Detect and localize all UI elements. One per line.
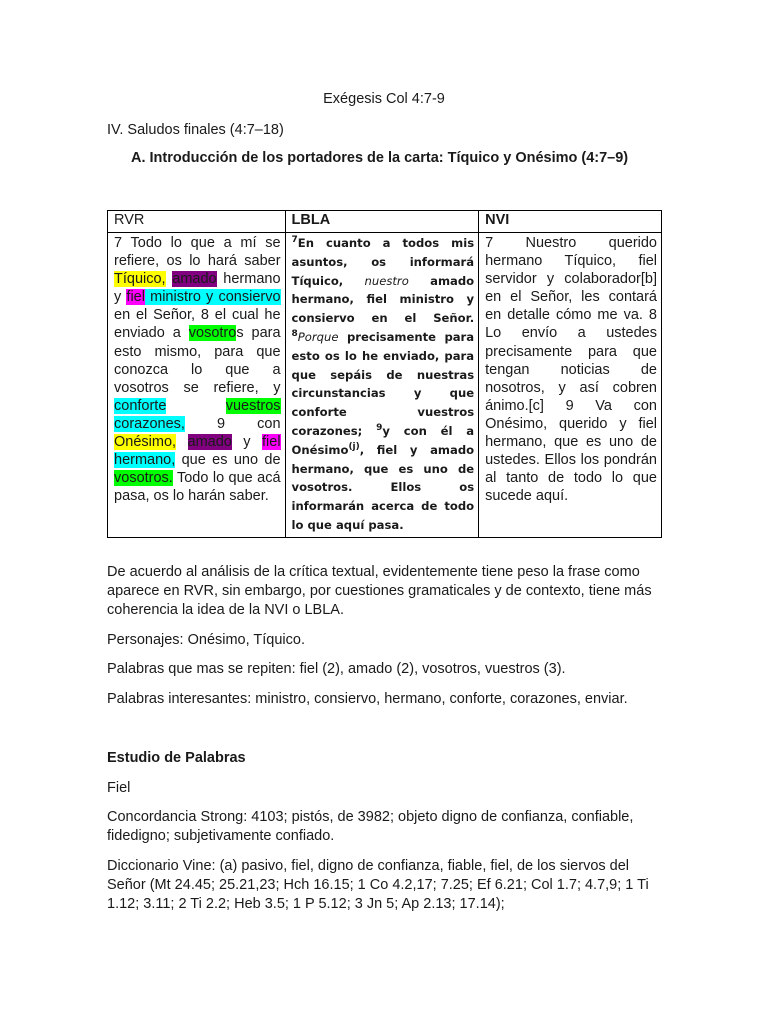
highlight-corazones: corazones,: [114, 415, 185, 432]
strong-concordance: Concordancia Strong: 4103; pistós, de 3982; objeto digno de confianza, confiable, fidedigno; subjetivamente confiado.: [107, 809, 634, 844]
interesting-words-line: Palabras interesantes: ministro, consiervo, hermano, conforte, corazones, enviar.: [107, 691, 628, 707]
personajes-line: Personajes: Onésimo, Tíquico.: [107, 632, 305, 648]
lbla-text-cell: $^7$En cuanto a todos mis asuntos, os informará Tíquico, nuestro amado hermano, fiel ministro y consiervo en el Señor. $^8$Porque precisamente para esto os lo he enviado, para que sepáis de nuestras circunstancias y que conforte vuestros corazones; $^9$y con él a Onésimo$^{(j)}$, fiel y amado hermano, que es uno de vosotros. Ellos os informarán acerca de todo lo que aquí pasa.: [285, 233, 479, 538]
highlight-vosotros: vosotro: [188, 325, 237, 342]
repeated-words-line: Palabras que mas se repiten: fiel (2), amado (2), vosotros, vuestros (3).: [107, 661, 566, 677]
header-nvi: NVI: [479, 211, 662, 233]
vine-dictionary: Diccionario Vine: (a) pasivo, fiel, digno de confianza, fiable, fiel, de los siervos del Señor (Mt 24.45; 25.21,23; Hch 16.15; 1 Co 4.2,17; 7.25; Ef 6.21; Col 1.7; 4.7,9; 1 Ti 1.12; 3.11; 2 Ti 2.2; Heb 3.5; 1 P 5.12; 3 Jn 5; Ap 2.13; 17.14);: [107, 858, 649, 912]
table-header-row: [108, 211, 662, 233]
section-heading: IV. Saludos finales (4:7–18): [107, 122, 284, 138]
highlight-consiervo: consiervo: [218, 289, 281, 306]
table-row: [108, 233, 662, 538]
highlight-fiel: fiel: [126, 289, 145, 306]
analysis-paragraph: De acuerdo al análisis de la crítica textual, evidentemente tiene peso la frase como aparece en RVR, sin embargo, por cuestiones gramaticales y de contexto, tiene más coherencia la idea de la NVI o LBLA.: [107, 564, 652, 618]
highlight-conforte: conforte: [114, 397, 167, 414]
highlight-fiel: fiel: [262, 434, 281, 451]
highlight-hermano: hermano,: [114, 452, 176, 469]
highlight-tiquico: Tíquico,: [114, 271, 166, 288]
rvr-text-cell: 7 Todo lo que a mí se refiere, os lo hará saber Tíquico, amado hermano y fiel ministro y consiervo en el Señor, 8 el cual he enviado a vosotros para esto mismo, para que conozca lo que a vosotros se refiere, y conforte vuestros corazones, 9 con Onésimo, amado y fiel hermano, que es uno de vosotros. Todo lo que acá pasa, os lo harán saber.: [108, 233, 286, 538]
highlight-amado: amado: [187, 434, 232, 451]
footnote-ref: (j): [348, 441, 360, 452]
highlight-vosotros: vosotros.: [114, 470, 173, 487]
highlight-onesimo: Onésimo,: [114, 434, 177, 451]
highlight-vuestros: vuestros: [225, 397, 281, 414]
highlight-ministro: ministro y: [144, 289, 219, 306]
word-fiel: Fiel: [107, 780, 131, 796]
header-lbla: LBLA: [285, 211, 479, 233]
word-study-heading: Estudio de Palabras: [107, 750, 246, 766]
document-title: Exégesis Col 4:7-9: [323, 91, 445, 107]
translation-comparison-table: [107, 210, 662, 538]
nvi-text-cell: 7 Nuestro querido hermano Tíquico, fiel servidor y colaborador[b] en el Señor, les contará en detalle cómo me va. 8 Lo envío a ustedes precisamente para que tengan noticias de nosotros, y así cobren ánimo.[c] 9 Va con Onésimo, querido y fiel hermano, que es uno de ustedes. Ellos los pondrán al tanto de todo lo que sucede aquí.: [479, 233, 662, 538]
highlight-amado: amado: [172, 271, 217, 288]
header-rvr: RVR: [108, 211, 286, 233]
subsection-heading: A. Introducción de los portadores de la carta: Tíquico y Onésimo (4:7–9): [131, 150, 629, 166]
